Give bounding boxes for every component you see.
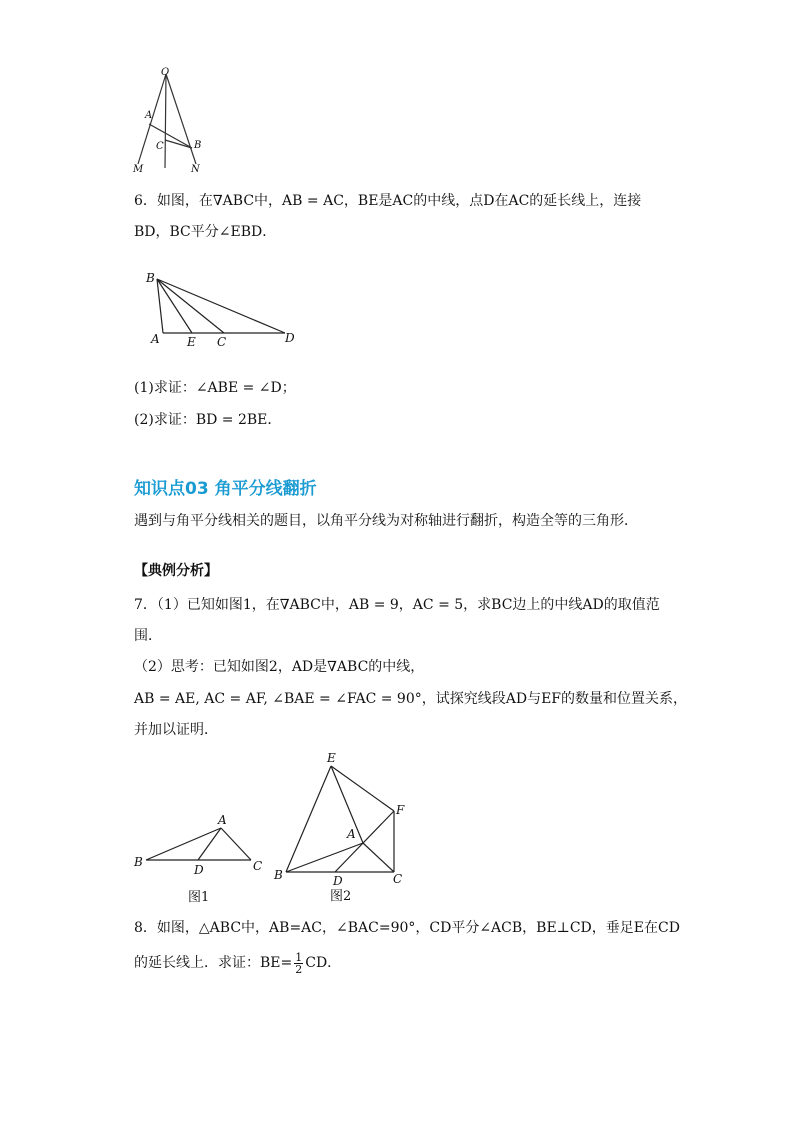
- label-a: A: [145, 110, 153, 121]
- label-a: A: [151, 332, 160, 346]
- q7-line2: 围．: [134, 628, 162, 644]
- q7-line5: 并加以证明．: [134, 722, 218, 738]
- figure-q7-fig2: [270, 746, 420, 906]
- analysis-heading: 【典例分析】: [134, 563, 218, 579]
- label-d: D: [333, 874, 343, 888]
- section-description: 遇到与角平分线相关的题目，以角平分线为对称轴进行翻折，构造全等的三角形．: [134, 513, 638, 529]
- q8-line2-start: 的延长线上．求证：BE=: [134, 955, 293, 971]
- label-d: D: [194, 863, 204, 877]
- label-c: C: [217, 335, 227, 349]
- label-b: B: [194, 140, 202, 151]
- figure-q6: [140, 266, 305, 352]
- q8-line2: [134, 950, 341, 976]
- q7-line1: 7．（1）已知如图1，在∇ABC中，AB = 9，AC = 5，求BC边上的中线AD的取值范: [134, 597, 660, 613]
- section-title: 知识点03 角平分线翻折: [134, 479, 317, 499]
- label-a: A: [347, 827, 356, 841]
- q8-line2-end: CD．: [305, 955, 342, 971]
- fig2-caption: 图2: [330, 889, 352, 904]
- label-n: N: [191, 164, 200, 175]
- label-o: O: [161, 67, 170, 78]
- q6-line1: 6．如图，在∇ABC中，AB = AC，BE是AC的中线，点D在AC的延长线上，连接: [134, 193, 642, 209]
- label-c: C: [156, 141, 164, 152]
- label-b: B: [134, 855, 143, 869]
- label-c: C: [393, 872, 403, 886]
- fraction-denominator: 2: [295, 962, 303, 976]
- label-c: C: [253, 859, 263, 873]
- label-e: E: [327, 751, 336, 765]
- label-e: E: [187, 335, 196, 349]
- figure-angle-omn: [128, 64, 210, 176]
- label-m: M: [133, 164, 144, 175]
- fig1-caption: 图1: [188, 890, 210, 905]
- q6-line2: BD，BC平分∠EBD．: [134, 224, 277, 240]
- q6-part1: (1)求证：∠ABE = ∠D；: [134, 380, 296, 396]
- label-b: B: [274, 868, 283, 882]
- label-a: A: [218, 813, 227, 827]
- label-d: D: [285, 331, 295, 345]
- q7-line4: AB = AE, AC = AF, ∠BAE = ∠FAC = 90°，试探究线段AD与EF的数量和位置关系，: [134, 691, 687, 707]
- fraction-numerator: 1: [295, 950, 303, 964]
- label-f: F: [396, 803, 405, 817]
- figure-q7-fig1: [130, 808, 270, 906]
- q8-line1: 8．如图，△ABC中，AB=AC，∠BAC=90°，CD平分∠ACB，BE⊥CD，垂足E在CD: [134, 920, 680, 936]
- q7-line3: （2）思考：已知如图2，AD是∇ABC的中线，: [134, 659, 425, 675]
- q6-part2: (2)求证：BD = 2BE．: [134, 412, 282, 428]
- label-b: B: [146, 271, 155, 285]
- fraction-one-half: [294, 952, 303, 975]
